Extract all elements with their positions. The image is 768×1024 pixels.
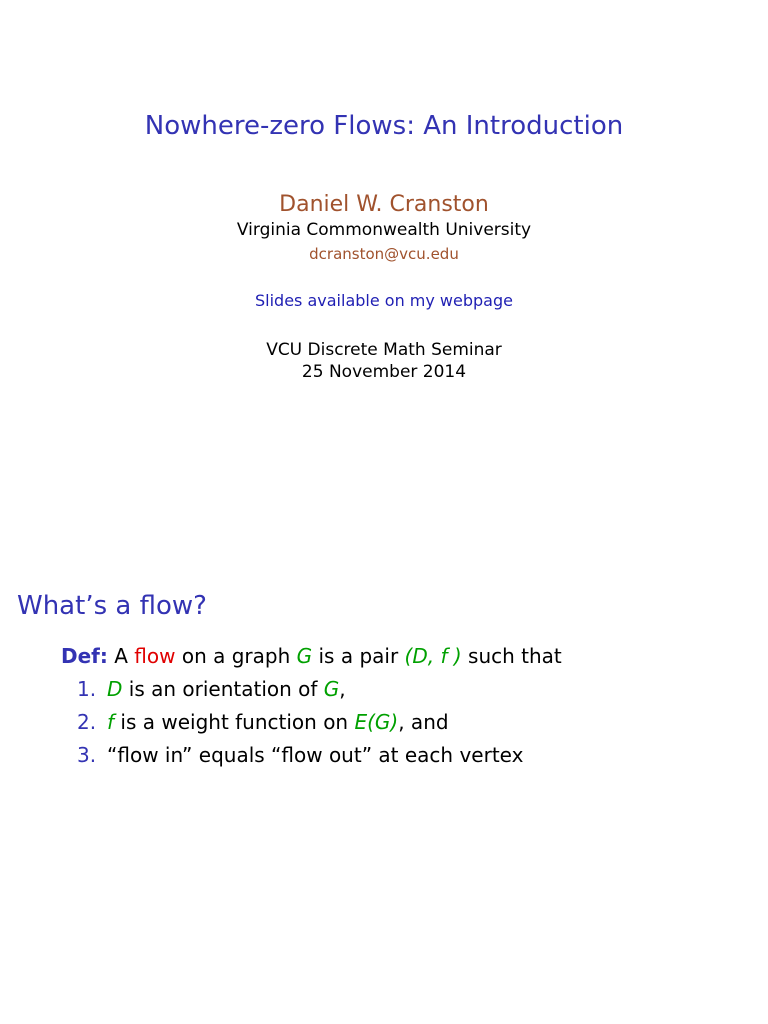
- definition-text-2: on a graph: [175, 644, 297, 668]
- author-name: Daniel W. Cranston: [279, 192, 489, 217]
- item-text: is a weight function on: [114, 710, 355, 734]
- list-item: [77, 743, 523, 767]
- list-item: [77, 677, 346, 701]
- item-text: “flow in” equals “flow out” at each vertex: [107, 743, 524, 767]
- item-number: 3.: [77, 743, 97, 767]
- pair-symbol: (D, f ): [404, 644, 462, 668]
- author-email[interactable]: dcranston@vcu.edu: [309, 245, 459, 263]
- definition-text-1: A: [114, 644, 135, 668]
- edge-set-symbol: E(G): [354, 710, 399, 734]
- item-number: 2.: [77, 710, 97, 734]
- graph-symbol: G: [323, 677, 340, 701]
- presentation-title: Nowhere-zero Flows: An Introduction: [144, 111, 624, 141]
- event-name: VCU Discrete Math Seminar: [266, 340, 502, 360]
- definition-line: [61, 644, 562, 668]
- weight-symbol: f: [107, 710, 115, 734]
- author-affiliation: Virginia Commonwealth University: [236, 220, 532, 240]
- slides-webpage-link[interactable]: Slides available on my webpage: [255, 291, 513, 310]
- item-number: 1.: [77, 677, 97, 701]
- definition-label: Def:: [61, 644, 108, 668]
- definition-slide: [0, 576, 768, 1024]
- event-date: 25 November 2014: [301, 362, 467, 382]
- flow-term: flow: [134, 644, 176, 668]
- item-text-end: ,: [339, 677, 346, 701]
- definition-text-4: such that: [461, 644, 562, 668]
- item-text: is an orientation of: [122, 677, 324, 701]
- item-text-end: , and: [398, 710, 449, 734]
- graph-symbol: G: [296, 644, 313, 668]
- orientation-symbol: D: [107, 677, 123, 701]
- list-item: [77, 710, 449, 734]
- frame-title: What’s a flow?: [17, 591, 207, 621]
- definition-text-3: is a pair: [312, 644, 405, 668]
